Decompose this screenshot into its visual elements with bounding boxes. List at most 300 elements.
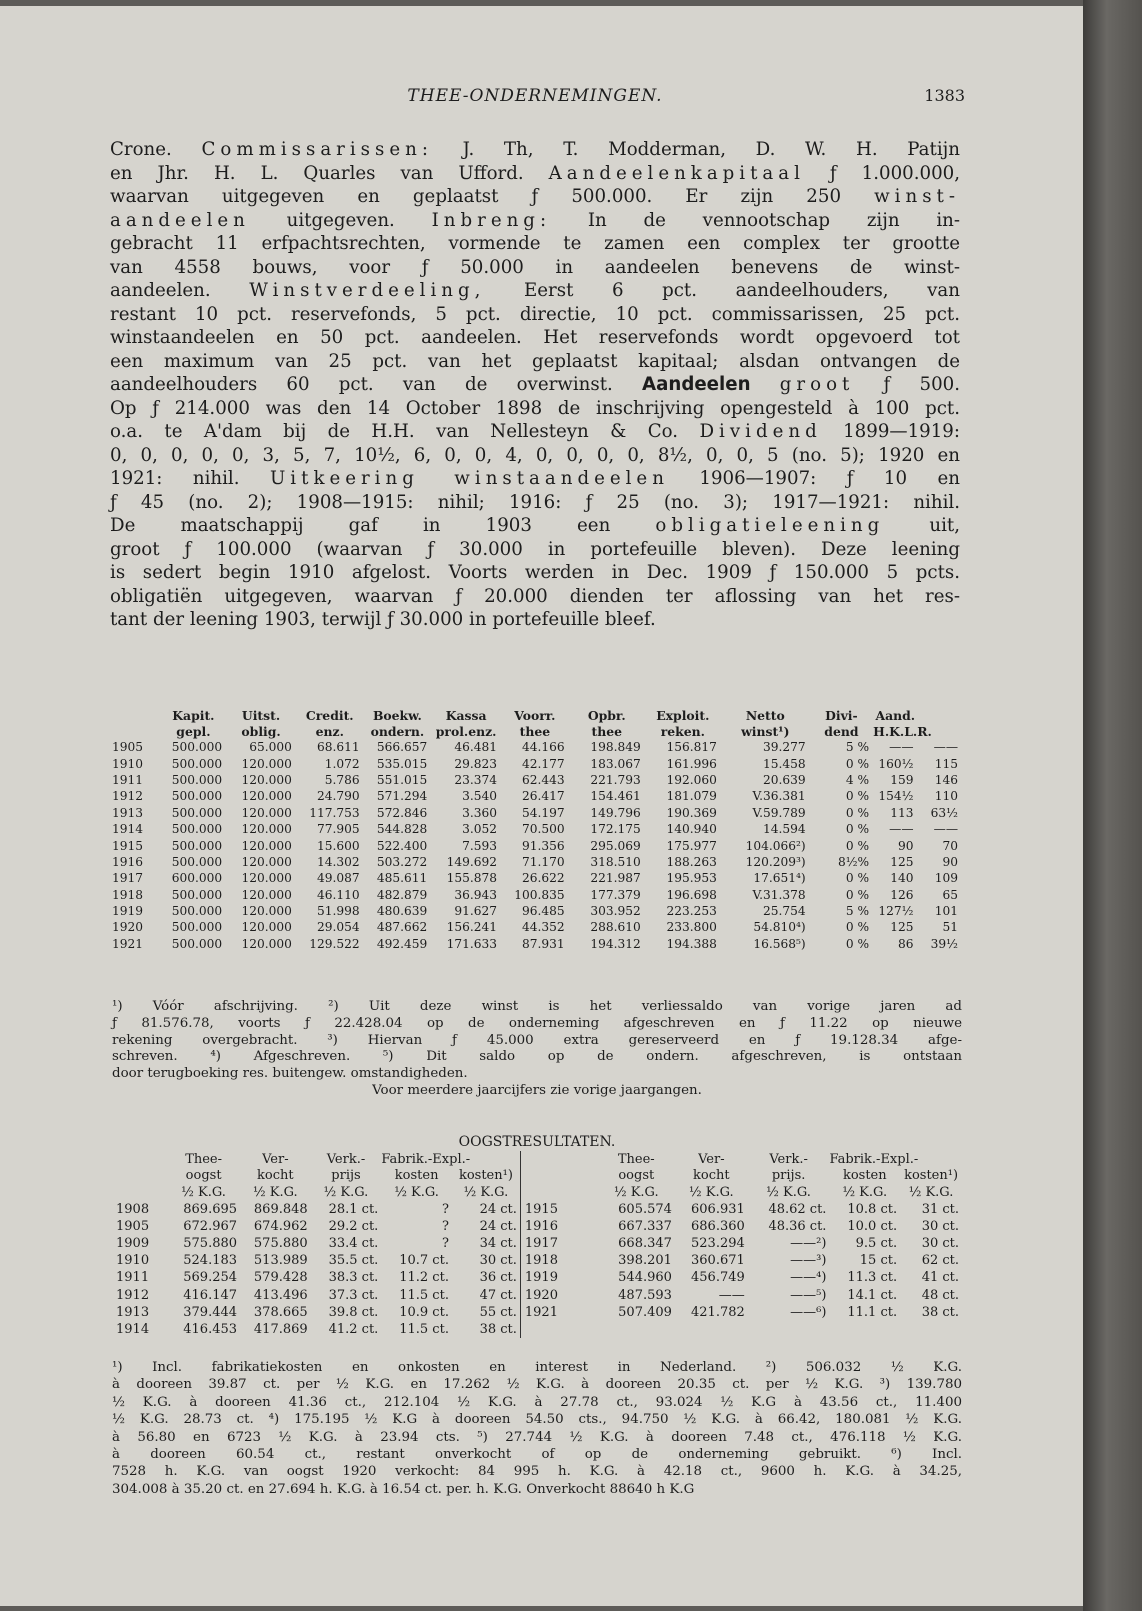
row-year: 1914 (112, 822, 144, 837)
table-cell: 42.177 (522, 756, 565, 771)
table-cell: 485.611 (376, 871, 428, 886)
footnote-line: door terugboeking res. buitengew. omstandigheden. (112, 1066, 468, 1082)
text-segment: Eerst 6 pct. aandeelhouders, van (485, 280, 960, 301)
column-header (112, 1168, 167, 1185)
table-cell: 487.593 (618, 1287, 672, 1303)
text-segment: uitgegeven. (249, 209, 432, 231)
table-cell: 503.272 (376, 854, 428, 869)
column-header: H.K.L.R. (873, 723, 932, 739)
column-header: Boekw. (372, 707, 422, 723)
table-cell: 175.977 (666, 838, 717, 853)
footnote-line: 7528 h. K.G. van oogst 1920 verkocht: 84 995 h. K.G. à 42.18 ct., 9600 h. K.G. à 34.25, (112, 1464, 962, 1480)
table-cell: ——³) (790, 1253, 827, 1269)
table-row (112, 1218, 962, 1235)
text-segment: Winstverdeeling, (249, 280, 486, 301)
financial-header-row-1 (112, 707, 962, 723)
column-header: Uitst. (241, 707, 281, 723)
column-header: prijs (331, 1168, 361, 1184)
table-cell: 38 ct. (921, 1304, 959, 1320)
table-cell: 500.000 (171, 887, 223, 902)
column-header (520, 1168, 597, 1185)
text-segment: Commissarissen: (201, 139, 433, 160)
table-cell: 480.639 (376, 904, 428, 919)
table-cell: 0 % (845, 822, 870, 837)
table-cell: 1.072 (324, 756, 360, 771)
financial-header-row-2 (112, 723, 962, 739)
body-line (110, 326, 960, 350)
text-segment: uit, (884, 515, 960, 536)
table-cell: 0 % (845, 936, 870, 951)
text-segment: 0, 0, 0, 0, 0, 3, 5, 7, 10½, 6, 0, 0, 4, 0, 0, 0, 0, 8½, 0, 0, 5 (no. 5); 1920 en (110, 444, 960, 466)
row-year: 1918 (112, 887, 144, 902)
table-cell: 500.000 (171, 772, 223, 787)
table-cell: 62.443 (522, 772, 565, 787)
table-cell: 221.793 (590, 772, 641, 787)
row-year: 1917 (524, 1235, 558, 1251)
financial-table (112, 707, 962, 952)
table-cell: 146 (934, 772, 958, 787)
table-cell: 500.000 (171, 838, 223, 853)
table-cell: 90 (897, 838, 914, 853)
table-cell: 149.692 (446, 854, 498, 869)
row-year: 1905 (112, 740, 144, 755)
harvest-header-row-2 (112, 1168, 962, 1185)
row-year: 1910 (116, 1253, 150, 1269)
table-cell: 120.000 (241, 871, 292, 886)
column-header: oblig. (241, 723, 281, 739)
table-row (112, 870, 962, 886)
table-cell: V.59.789 (752, 805, 806, 820)
table-cell: 41.2 ct. (328, 1321, 379, 1337)
table-cell: 571.294 (376, 789, 428, 804)
text-segment: is sedert begin 1910 afgelost. Voorts werden in Dec. 1909 ƒ 150.000 5 pcts. (110, 562, 960, 583)
table-cell (598, 1321, 675, 1338)
row-year: 1909 (116, 1235, 150, 1251)
table-cell: 15 ct. (859, 1253, 898, 1269)
row-year: 1919 (112, 904, 144, 919)
body-line (110, 279, 960, 303)
table-cell: 10.7 ct. (399, 1253, 449, 1269)
table-cell: 125 (890, 920, 914, 935)
body-line (110, 397, 960, 421)
table-cell: 36 ct. (452, 1269, 520, 1286)
financial-notes (112, 999, 962, 1100)
table-cell: 398.201 (618, 1253, 672, 1269)
table-row (112, 821, 962, 837)
table-cell: 4 % (845, 772, 870, 787)
table-cell: 11.2 ct. (399, 1270, 449, 1286)
table-row (112, 1304, 962, 1321)
table-row (112, 903, 962, 919)
table-cell: 579.428 (253, 1270, 308, 1286)
table-cell: ——⁵) (790, 1287, 827, 1303)
table-cell: —— (933, 740, 958, 755)
table-cell: 507.409 (618, 1304, 672, 1320)
row-year (520, 1321, 597, 1338)
column-header: Exploit. (656, 707, 710, 723)
table-row (112, 1201, 962, 1218)
row-year: 1915 (112, 838, 144, 853)
table-cell: 46.481 (454, 740, 498, 755)
table-cell: 5 % (845, 904, 870, 919)
table-cell: 11.3 ct. (847, 1270, 898, 1286)
table-cell: 171.633 (446, 936, 498, 951)
column-header: thee (519, 723, 551, 739)
table-cell: 30 ct. (921, 1218, 959, 1234)
footnote-line: ½ K.G. à dooreen 41.36 ct., 212.104 ½ K.G. à 27.78 ct., 93.024 ½ K.G à 43.56 ct., 11.400 (112, 1394, 962, 1410)
column-header: prol.enz. (435, 723, 497, 739)
table-cell: 194.388 (666, 936, 717, 951)
table-cell: 24 ct. (452, 1218, 520, 1235)
table-cell: 417.869 (253, 1321, 308, 1337)
table-cell: 110 (934, 789, 958, 804)
table-cell: 500.000 (171, 904, 223, 919)
table-cell: 223.253 (666, 904, 717, 919)
row-year: 1911 (116, 1270, 150, 1286)
harvest-header-row-1 (112, 1151, 962, 1168)
table-cell: 44.166 (522, 740, 565, 755)
table-cell: 120.000 (241, 936, 292, 951)
text-segment: J. Th, T. Modderman, D. W. H. Patijn (432, 139, 960, 160)
body-line (110, 561, 960, 585)
table-cell: 26.417 (522, 789, 565, 804)
body-line (110, 608, 960, 632)
footnote-line: 304.008 à 35.20 ct. en 27.694 h. K.G. à 16.54 ct. per. h. K.G. Onverkocht 88640 h K.G (112, 1481, 695, 1497)
column-header: kosten (394, 1168, 439, 1184)
table-cell: 413.496 (253, 1287, 308, 1303)
body-line (110, 232, 960, 256)
column-header: Ver- (262, 1151, 289, 1167)
table-cell: 68.611 (316, 740, 360, 755)
table-cell: 492.459 (376, 936, 428, 951)
table-cell: 172.175 (590, 822, 641, 837)
table-cell: 500.000 (171, 822, 223, 837)
footnote-line: rekening overgebracht. ³) Hiervan ƒ 45.000 extra gereserveerd en ƒ 19.128.34 afge- (112, 1032, 962, 1048)
table-cell: 120.000 (241, 772, 292, 787)
table-cell: 575.880 (253, 1235, 308, 1251)
table-cell: 456.749 (691, 1270, 745, 1286)
row-year: 1915 (524, 1201, 558, 1217)
text-segment: 1921: nihil. (110, 468, 270, 489)
running-head (105, 86, 965, 114)
table-cell: 140.940 (666, 822, 717, 837)
table-cell: 48.62 ct. (768, 1201, 827, 1217)
column-header: Fabrik.-Expl.- (829, 1151, 919, 1167)
text-segment: obligatieleening (655, 515, 885, 536)
text-segment: gebracht 11 erfpachtsrechten, vormende te zamen een complex ter grootte (110, 233, 960, 254)
table-cell: 140 (890, 871, 914, 886)
table-cell: 378.665 (253, 1304, 308, 1320)
body-line (110, 350, 960, 374)
column-header: Thee- (185, 1151, 223, 1167)
table-cell: 3.360 (462, 805, 498, 820)
table-cell: 233.800 (666, 920, 717, 935)
table-cell: 44.352 (522, 920, 565, 935)
text-segment: Aandeelen (642, 374, 751, 395)
table-cell: 100.835 (514, 887, 565, 902)
table-cell: 96.485 (522, 904, 565, 919)
body-line (110, 585, 960, 609)
table-cell: 129.522 (309, 936, 360, 951)
table-cell: 544.828 (376, 822, 428, 837)
column-header (918, 707, 963, 723)
table-cell: 5.786 (324, 772, 360, 787)
column-header: kocht (257, 1168, 294, 1184)
row-year: 1912 (112, 789, 144, 804)
table-cell: 115 (934, 756, 958, 771)
table-cell: 513.989 (253, 1253, 308, 1269)
footnote-line: schreven. ⁴) Afgeschreven. ⁵) Dit saldo op de ondern. afgeschreven, is ontstaan (112, 1049, 962, 1065)
table-cell: 416.453 (183, 1321, 238, 1337)
text-segment: restant 10 pct. reservefonds, 5 pct. directie, 10 pct. commissarissen, 25 pct. (110, 303, 960, 325)
table-cell: 416.147 (183, 1287, 238, 1303)
table-cell: 17.651⁴) (753, 871, 806, 886)
table-row (112, 887, 962, 903)
table-cell: 36.943 (454, 887, 498, 902)
footnote-line: à dooreen 39.87 ct. per ½ K.G. en 17.262 ½ K.G. à dooreen 20.35 ct. per ½ K.G. ³) 139.780 (112, 1377, 962, 1393)
harvest-title: OOGSTRESULTATEN. (458, 1134, 616, 1150)
table-cell: 10.0 ct. (847, 1218, 898, 1234)
text-segment: Crone. (110, 139, 202, 160)
table-cell: 522.400 (376, 838, 428, 853)
table-cell: 35.5 ct. (328, 1253, 379, 1269)
body-line (110, 185, 960, 209)
table-cell: 87.931 (522, 936, 565, 951)
table-row (112, 772, 962, 788)
column-header: ½ K.G. (613, 1184, 659, 1200)
table-cell: 5 % (845, 740, 870, 755)
table-cell: 120.000 (241, 887, 292, 902)
text-segment: winstaandeelen en 50 pct. aandeelen. Het reservefonds wordt opgevoerd tot (110, 327, 960, 348)
table-cell: 46.110 (316, 887, 360, 902)
row-year: 1914 (116, 1321, 150, 1337)
table-cell: 54.197 (522, 805, 565, 820)
column-header: thee (591, 723, 622, 739)
body-line (110, 209, 960, 233)
table-cell: 15.458 (763, 756, 806, 771)
column-header (520, 1151, 597, 1168)
table-cell: 487.662 (376, 920, 428, 935)
see-previous-note: Voor meerdere jaarcijfers zie vorige jaargangen. (372, 1082, 702, 1098)
table-cell: 117.753 (309, 805, 360, 820)
table-cell: —— (889, 740, 914, 755)
column-header: ½ K.G. (452, 1184, 520, 1201)
table-cell: 196.698 (666, 887, 717, 902)
table-cell: 14.1 ct. (847, 1287, 898, 1303)
table-row (112, 805, 962, 821)
table-cell: 39½ (930, 936, 958, 951)
row-year: 1921 (112, 936, 144, 951)
table-cell: 71.170 (522, 854, 565, 869)
table-cell: 159 (890, 772, 914, 787)
table-cell: ? (441, 1218, 449, 1234)
row-year: 1908 (116, 1201, 150, 1217)
table-cell: 183.067 (590, 756, 641, 771)
table-cell: ——⁴) (790, 1270, 827, 1286)
table-cell: 0 % (845, 838, 870, 853)
table-cell: —— (889, 822, 914, 837)
table-row (112, 1252, 962, 1269)
table-cell: 120.000 (241, 838, 292, 853)
table-cell: 28.1 ct. (328, 1201, 379, 1217)
table-cell: 524.183 (183, 1253, 238, 1269)
table-cell: 195.953 (666, 871, 717, 886)
column-header: Divi- (825, 707, 858, 723)
table-row (112, 739, 962, 755)
column-header: kocht (693, 1168, 730, 1184)
table-cell: 24 ct. (452, 1201, 520, 1218)
table-cell: 156.241 (446, 920, 498, 935)
row-year: 1918 (524, 1253, 558, 1269)
table-cell: 149.796 (590, 805, 641, 820)
text-segment: o.a. te A'dam bij de H.H. van Nellesteyn & Co. (110, 421, 700, 442)
table-row (112, 788, 962, 804)
footnote-line: ¹) Vóór afschrijving. ²) Uit deze winst is het verliessaldo van vorige jaren ad (112, 999, 962, 1014)
table-cell: 318.510 (590, 854, 641, 869)
table-cell: 11.5 ct. (399, 1321, 449, 1337)
table-cell: 869.848 (253, 1201, 308, 1217)
table-cell (829, 1321, 900, 1338)
body-line (110, 303, 960, 327)
table-cell: 48.36 ct. (768, 1218, 827, 1234)
column-header (112, 723, 161, 739)
table-cell: 91.627 (454, 904, 498, 919)
running-title: THEE-ONDERNEMINGEN. (407, 86, 663, 106)
table-row (112, 1269, 962, 1286)
table-cell: 25.754 (763, 904, 806, 919)
column-header: Kassa (445, 707, 487, 723)
table-cell: 34 ct. (452, 1235, 520, 1252)
body-line (110, 420, 960, 444)
row-year: 1917 (112, 871, 144, 886)
text-segment: Aandeelenkapitaal (548, 162, 805, 184)
table-cell: 86 (897, 936, 914, 951)
table-cell: 177.379 (590, 887, 641, 902)
column-header: Opbr. (587, 707, 626, 723)
table-cell: 120.000 (241, 904, 292, 919)
text-segment: waarvan uitgegeven en geplaatst ƒ 500.000. Er zijn 250 (110, 186, 875, 207)
body-line (110, 467, 960, 491)
table-cell: 41 ct. (921, 1270, 959, 1286)
table-cell: 500.000 (171, 740, 223, 755)
column-header: ½ K.G. (689, 1184, 734, 1200)
table-row (112, 837, 962, 853)
table-cell: 360.671 (691, 1253, 745, 1269)
table-cell: 667.337 (618, 1218, 672, 1234)
table-cell: 39.8 ct. (328, 1304, 379, 1320)
row-year: 1913 (116, 1304, 150, 1320)
table-cell: 0 % (845, 789, 870, 804)
text-segment: 1906—1907: ƒ 10 en (668, 468, 960, 489)
table-cell: 0 % (845, 805, 870, 820)
table-cell: 155.878 (446, 871, 498, 886)
column-header: Verk.- (326, 1151, 366, 1167)
column-header: reken. (660, 723, 705, 739)
table-cell: 0 % (845, 756, 870, 771)
text-segment: obligatiën uitgegeven, waarvan ƒ 20.000 dienden ter aflossing van het res- (110, 585, 960, 607)
text-segment: Uitkeering winstaandeelen (269, 468, 669, 489)
table-cell: ——²) (790, 1235, 827, 1251)
text-segment: groot (779, 374, 855, 395)
table-cell: 551.015 (376, 772, 428, 787)
table-cell: 0 % (845, 887, 870, 902)
table-cell (675, 1321, 748, 1338)
table-cell: V.36.381 (752, 789, 806, 804)
table-cell: 7.593 (462, 838, 498, 853)
row-year: 1921 (524, 1304, 558, 1320)
row-year: 1910 (112, 756, 144, 771)
column-header: kosten¹) (904, 1168, 959, 1184)
table-cell: 160½ (878, 756, 914, 771)
harvest-table (112, 1151, 962, 1338)
table-cell: 104.066²) (745, 838, 806, 853)
column-header: winst¹) (741, 723, 790, 739)
column-header: ½ K.G. (842, 1184, 888, 1200)
table-cell: 120.000 (241, 789, 292, 804)
table-cell: 65 (942, 887, 958, 902)
table-cell: 120.000 (241, 854, 292, 869)
table-cell: ? (441, 1201, 449, 1217)
table-cell: 181.079 (666, 789, 717, 804)
table-cell: 192.060 (666, 772, 717, 787)
column-header: Fabrik.-Expl.- (381, 1151, 471, 1167)
text-segment: Op ƒ 214.000 was den 14 October 1898 de inschrijving opengesteld à 100 pct. (110, 397, 960, 419)
column-header (520, 1184, 597, 1201)
table-cell: 500.000 (171, 920, 223, 935)
table-cell: 3.540 (462, 789, 498, 804)
column-header: kosten (842, 1168, 887, 1184)
text-segment: ƒ 500. (854, 374, 960, 395)
text-segment: In de vennootschap zijn in- (551, 209, 961, 231)
footnote-line: ½ K.G. 28.73 ct. ⁴) 175.195 ½ K.G à dooreen 54.50 cts., 94.750 ½ K.G. à 66.42, 180.081 ½ K.G. (112, 1412, 962, 1428)
table-cell: 0 % (845, 920, 870, 935)
column-header: Thee- (617, 1151, 655, 1167)
table-row (112, 936, 962, 952)
table-cell: 65.000 (249, 740, 292, 755)
table-cell: 30 ct. (452, 1252, 520, 1269)
column-header: prijs. (771, 1168, 806, 1184)
text-segment: tant der leening 1903, terwijl ƒ 30.000 in portefeuille bleef. (110, 609, 656, 630)
table-cell: 606.931 (691, 1201, 745, 1217)
table-cell: 500.000 (171, 936, 223, 951)
table-cell: 126 (890, 887, 914, 902)
table-cell: 0 % (845, 871, 870, 886)
text-segment: 1899—1919: (821, 421, 960, 442)
table-cell: 421.782 (691, 1304, 745, 1320)
table-cell: 523.294 (691, 1235, 745, 1251)
column-header: Kapit. (172, 707, 215, 723)
row-year: 1920 (112, 920, 144, 935)
text-segment: winst- (874, 186, 960, 207)
text-segment: aandeelhouders 60 pct. van de overwinst. (110, 374, 643, 395)
table-cell: 194.312 (590, 936, 641, 951)
table-row (112, 1235, 962, 1252)
footnote-line: à dooreen 60.54 ct., restant onverkocht of op de onderneming gebruikt. ⁶) Incl. (112, 1446, 962, 1462)
text-segment: aandeelen. (110, 280, 250, 301)
table-cell: 8½% (837, 854, 870, 869)
table-cell: 11.1 ct. (847, 1304, 898, 1320)
row-year: 1919 (524, 1270, 558, 1286)
row-year: 1905 (116, 1218, 150, 1234)
column-header: oogst (185, 1168, 222, 1184)
table-cell: 500.000 (171, 756, 223, 771)
column-header: ½ K.G. (766, 1184, 811, 1200)
table-cell: 23.374 (454, 772, 498, 787)
text-segment: en Jhr. H. L. Quarles van Ufford. (110, 162, 549, 184)
text-segment: Dividend (699, 421, 822, 442)
table-cell: 605.574 (618, 1201, 672, 1217)
table-cell: 600.000 (171, 871, 223, 886)
